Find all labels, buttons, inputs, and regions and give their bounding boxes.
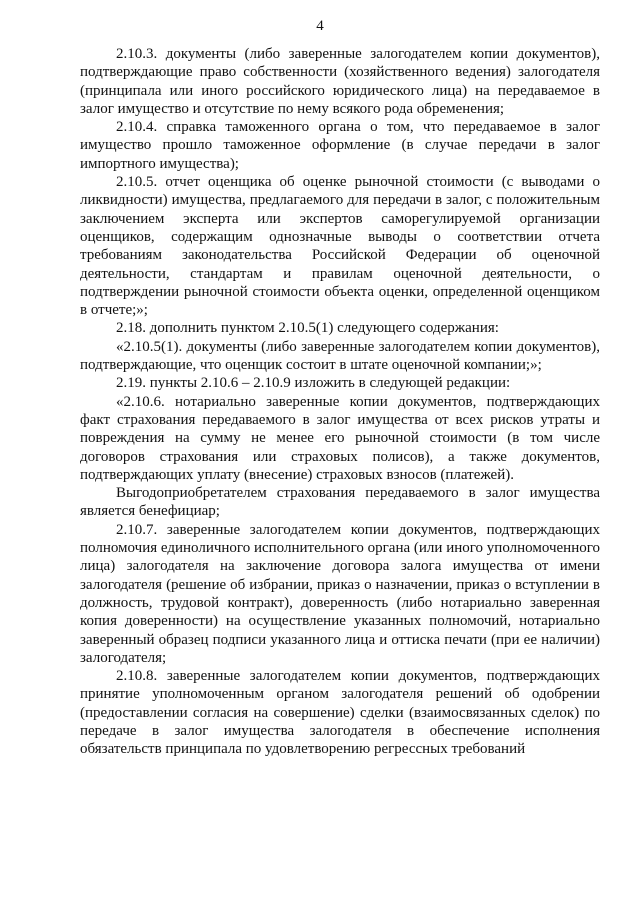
paragraph-2-10-3: 2.10.3. документы (либо заверенные залогодателем копии документов), подтверждающие право собственности (хозяйственного ведения) залогодателя (принципала или иного российского юридического лица) на передаваемое в залог имущество и отсутствие по нему всякого рода обременения; [80,46,600,117]
paragraph-2-10-5-1: «2.10.5(1). документы (либо заверенные залогодателем копии документов), подтверждающие, что оценщик состоит в штате оценочной компании;»; [80,338,600,374]
paragraph-2-10-8: 2.10.8. заверенные залогодателем копии документов, подтверждающих принятие уполномоченным органом залогодателя решений об одобрении (предоставлении согласия на совершение) сделки (взаимосвязанных сделок) по передаче в залог имущества залогодателя в обеспечение исполнения обязательств принципала по удовлетворению регрессных требований [80,668,600,758]
page-number: 4 [316,18,324,34]
paragraph-2-10-7: 2.10.7. заверенные залогодателем копии документов, подтверждающих полномочия единоличного исполнительного органа (или иного уполномоченного лица) залогодателя на заключение договора залога имущества от имени залогодателя (решение об избрании, приказ о назначении, приказ о вступлении в должность, трудовой контракт), доверенность (либо нотариально заверенная копия доверенности) на осуществление указанных полномочий, нотариально заверенный образец подписи указанного лица и оттиска печати (при ее наличии) залогодателя; [80,521,600,666]
paragraph-2-10-6: «2.10.6. нотариально заверенные копии документов, подтверждающих факт страхования передаваемого в залог имущества от всех рисков утраты и повреждения на сумму не менее его рыночной стоимости (в том числе договоров страхования или страховых полисов), а также документов, подтверждающих уплату (внесение) страховых взносов (платежей). [80,393,600,483]
paragraph-2-10-5: 2.10.5. отчет оценщика об оценке рыночной стоимости (с выводами о ликвидности) имущества, предлагаемого для передачи в залог, с положительным заключением эксперта или экспертов саморегулируемой организации оценщиков, содержащим однозначные выводы о соответствии отчета требованиям законодательства Российской Федерации об оценочной деятельности, стандартам и правилам оценочной деятельности, о подтверждении рыночной стоимости объекта оценки, определенной оценщиком в отчете;»; [80,174,600,319]
paragraph-2-19: 2.19. пункты 2.10.6 – 2.10.9 изложить в следующей редакции: [116,375,511,392]
paragraph-beneficiary: Выгодоприобретателем страхования передаваемого в залог имущества является бенефициар; [80,485,600,520]
paragraph-2-10-4: 2.10.4. справка таможенного органа о том, что передаваемое в залог имущество прошло таможенное оформление (в случае передачи в залог импортного имущества); [80,119,600,172]
paragraph-2-18: 2.18. дополнить пунктом 2.10.5(1) следующего содержания: [116,320,499,337]
document-body [80,45,600,759]
